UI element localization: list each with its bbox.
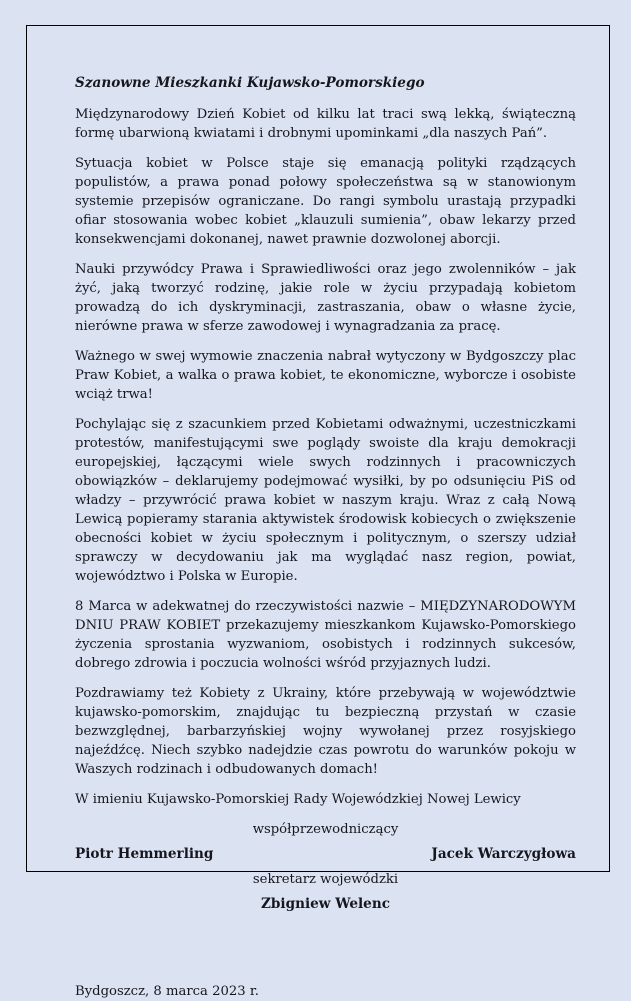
cochair-left-name: Piotr Hemmerling (75, 846, 214, 862)
letter-page-border (26, 25, 610, 999)
cochair-right-name: Jacek Warczygłowa (431, 846, 576, 862)
secretary-role-label: sekretarz wojewódzki (252, 872, 399, 887)
secretary-name: Zbigniew Welenc (260, 896, 390, 912)
paragraph-wishes: 8 Marca w adekwatnej do rzeczywistości nazwie – MIĘDZYNARODOWYM DNIU PRAW KOBIET przekazujemy mieszkankom Kujawsko-Pomorskiego życzenia sprostania wyzwaniom, osobistych i rodzinnych sukcesów, dobrego zdrowia i poczucia wolności wśród przyjaznych ludzi. (75, 599, 576, 671)
paragraph-womens-day-intro: Międzynarodowy Dzień Kobiet od kilku lat traci swą lekką, świąteczną formę ubarwioną kwiatami i drobnymi upominkami „dla naszych Pań”. (75, 107, 576, 141)
paragraph-on-behalf: W imieniu Kujawsko-Pomorskiej Rady Wojewódzkiej Nowej Lewicy (75, 792, 521, 807)
salutation: Szanowne Mieszkanki Kujawsko-Pomorskiego (75, 75, 425, 91)
dateline: Bydgoszcz, 8 marca 2023 r. (75, 984, 259, 999)
paragraph-ukraine-greeting: Pozdrawiamy też Kobiety z Ukrainy, które przebywają w województwie kujawsko-pomorskim, znajdując tu bezpieczną przystań w czasie bezwzględnej, barbarzyńskiej wojny wywołanej przez rosyjskiego najeźdźcę. Niech szybko nadejdzie czas powrotu do warunków pokoju w Waszych rodzinach i odbudowanych domach! (75, 686, 576, 777)
letter-body (75, 74, 576, 1001)
cochair-role-label: współprzewodniczący (252, 822, 399, 837)
paragraph-situation-of-women: Sytuacja kobiet w Polsce staje się emanacją polityki rządzących populistów, a prawa ponad połowy społeczeństwa są w stanowionym systemie przepisów ograniczane. Do rangi symbolu urastają przypadki ofiar stosowania wobec kobiet „klauzuli sumienia”, obaw lekarzy przed konsekwencjami dokonanej, nawet prawnie dozwolonej aborcji. (75, 156, 576, 247)
paragraph-bydgoszcz-square: Ważnego w swej wymowie znaczenia nabrał wytyczony w Bydgoszczy plac Praw Kobiet, a walka o prawa kobiet, te ekonomiczne, wyborcze i osobiste wciąż trwa! (75, 349, 576, 402)
paragraph-pis-criticism: Nauki przywódcy Prawa i Sprawiedliwości oraz jego zwolenników – jak żyć, jaką tworzyć rodzinę, jakie role w życiu przypadają kobietom prowadzą do ich dyskryminacji, zastraszania, obaw o własne życie, nierówne prawa w sferze zawodowej i wynagradzania za pracę. (75, 262, 576, 334)
paragraph-declaration: Pochylając się z szacunkiem przed Kobietami odważnymi, uczestniczkami protestów, manifestującymi swe poglądy swoiste dla kraju demokracji europejskiej, łączącymi wiele swych rodzinnych i pracowniczych obowiązków – deklarujemy podejmować wysiłki, by po odsunięciu PiS od władzy – przywrócić prawa kobiet w naszym kraju. Wraz z całą Nową Lewicą popieramy starania aktywistek środowisk kobiecych o zwiększenie obecności kobiet w życiu społecznym i politycznym, o szerszy udział sprawczy w decydowaniu jak ma wyglądać nasz region, powiat, województwo i Polska w Europie. (75, 417, 576, 584)
cochair-names-row (75, 845, 576, 864)
